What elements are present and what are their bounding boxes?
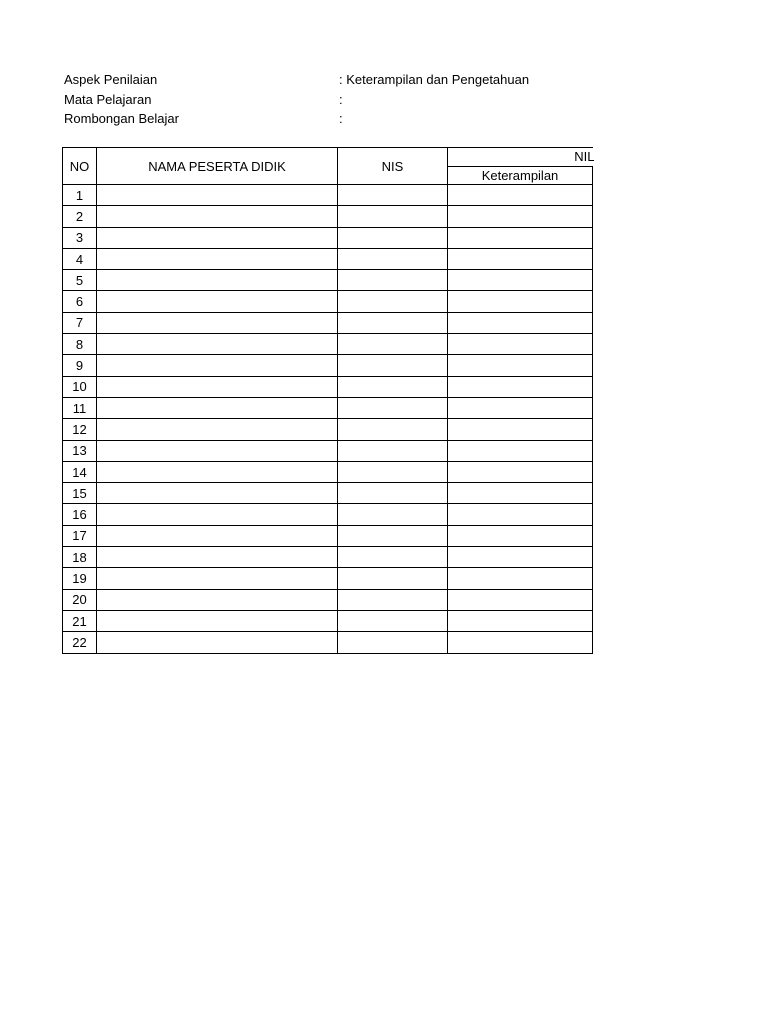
- row-number: 18: [63, 547, 97, 568]
- table-row: [63, 632, 593, 653]
- keterampilan-cell[interactable]: [448, 568, 593, 589]
- keterampilan-cell[interactable]: [448, 291, 593, 312]
- row-number: 5: [63, 270, 97, 291]
- meta-value: : Keterampilan dan Pengetahuan: [339, 72, 530, 87]
- keterampilan-cell[interactable]: [448, 461, 593, 482]
- row-number: 1: [63, 185, 97, 206]
- table-row: [63, 504, 593, 525]
- name-cell[interactable]: [97, 504, 338, 525]
- nis-cell[interactable]: [338, 525, 448, 546]
- nis-cell[interactable]: [338, 270, 448, 291]
- name-cell[interactable]: [97, 227, 338, 248]
- table-row: [63, 185, 593, 206]
- nis-cell[interactable]: [338, 419, 448, 440]
- table-row: [63, 248, 593, 269]
- nis-cell[interactable]: [338, 312, 448, 333]
- row-number: 15: [63, 483, 97, 504]
- meta-label: Rombongan Belajar: [64, 111, 179, 126]
- table-row: [63, 589, 593, 610]
- row-number: 12: [63, 419, 97, 440]
- name-cell[interactable]: [97, 483, 338, 504]
- table-row: [63, 440, 593, 461]
- name-cell[interactable]: [97, 248, 338, 269]
- nis-cell[interactable]: [338, 206, 448, 227]
- row-number: 13: [63, 440, 97, 461]
- row-number: 6: [63, 291, 97, 312]
- keterampilan-cell[interactable]: [448, 206, 593, 227]
- meta-row-aspek: [64, 70, 624, 90]
- nis-cell[interactable]: [338, 632, 448, 653]
- name-cell[interactable]: [97, 610, 338, 631]
- table-row: [63, 483, 593, 504]
- row-number: 3: [63, 227, 97, 248]
- name-cell[interactable]: [97, 185, 338, 206]
- table-row: [63, 312, 593, 333]
- row-number: 11: [63, 397, 97, 418]
- name-cell[interactable]: [97, 440, 338, 461]
- keterampilan-cell[interactable]: [448, 270, 593, 291]
- nis-cell[interactable]: [338, 461, 448, 482]
- header-keterampilan: Keterampilan: [448, 167, 593, 185]
- keterampilan-cell[interactable]: [448, 312, 593, 333]
- header-nis: NIS: [338, 148, 448, 185]
- name-cell[interactable]: [97, 461, 338, 482]
- row-number: 9: [63, 355, 97, 376]
- table-row: [63, 291, 593, 312]
- name-cell[interactable]: [97, 419, 338, 440]
- name-cell[interactable]: [97, 206, 338, 227]
- nis-cell[interactable]: [338, 568, 448, 589]
- name-cell[interactable]: [97, 376, 338, 397]
- nis-cell[interactable]: [338, 185, 448, 206]
- keterampilan-cell[interactable]: [448, 419, 593, 440]
- nis-cell[interactable]: [338, 355, 448, 376]
- name-cell[interactable]: [97, 270, 338, 291]
- name-cell[interactable]: [97, 547, 338, 568]
- table-row: [63, 397, 593, 418]
- row-number: 14: [63, 461, 97, 482]
- row-number: 8: [63, 334, 97, 355]
- row-number: 20: [63, 589, 97, 610]
- student-grade-table: [62, 147, 593, 654]
- keterampilan-cell[interactable]: [448, 525, 593, 546]
- table-row: [63, 610, 593, 631]
- header-no: NO: [63, 148, 97, 185]
- keterampilan-cell[interactable]: [448, 589, 593, 610]
- name-cell[interactable]: [97, 291, 338, 312]
- table-row: [63, 547, 593, 568]
- keterampilan-cell[interactable]: [448, 185, 593, 206]
- keterampilan-cell[interactable]: [448, 483, 593, 504]
- nis-cell[interactable]: [338, 397, 448, 418]
- row-number: 2: [63, 206, 97, 227]
- keterampilan-cell[interactable]: [448, 632, 593, 653]
- header-nilai-label: NIL: [574, 149, 595, 164]
- table-row: [63, 334, 593, 355]
- table-row: [63, 568, 593, 589]
- name-cell[interactable]: [97, 589, 338, 610]
- meta-value: :: [339, 111, 343, 126]
- keterampilan-cell[interactable]: [448, 334, 593, 355]
- meta-label: Mata Pelajaran: [64, 91, 152, 107]
- keterampilan-cell[interactable]: [448, 440, 593, 461]
- table-row: [63, 419, 593, 440]
- nis-cell[interactable]: [338, 376, 448, 397]
- table-row: [63, 206, 593, 227]
- keterampilan-cell[interactable]: [448, 504, 593, 525]
- row-number: 21: [63, 610, 97, 631]
- nis-cell[interactable]: [338, 291, 448, 312]
- name-cell[interactable]: [97, 397, 338, 418]
- keterampilan-cell[interactable]: [448, 355, 593, 376]
- row-number: 17: [63, 525, 97, 546]
- meta-label: Aspek Penilaian: [64, 72, 158, 87]
- keterampilan-cell[interactable]: [448, 248, 593, 269]
- table-row: [63, 376, 593, 397]
- table-body: [63, 185, 593, 654]
- nis-cell[interactable]: [338, 547, 448, 568]
- nis-cell[interactable]: [338, 248, 448, 269]
- name-cell[interactable]: [97, 525, 338, 546]
- keterampilan-cell[interactable]: [448, 397, 593, 418]
- keterampilan-cell[interactable]: [448, 376, 593, 397]
- table-row: [63, 461, 593, 482]
- header-nama: NAMA PESERTA DIDIK: [97, 148, 338, 185]
- nis-cell[interactable]: [338, 440, 448, 461]
- name-cell[interactable]: [97, 355, 338, 376]
- meta-row-rombel: [64, 109, 624, 129]
- table-row: [63, 227, 593, 248]
- header-nilai: [448, 148, 593, 167]
- assessment-info: [64, 70, 624, 129]
- nis-cell[interactable]: [338, 483, 448, 504]
- row-number: 4: [63, 248, 97, 269]
- keterampilan-cell[interactable]: [448, 610, 593, 631]
- table-row: [63, 525, 593, 546]
- name-cell[interactable]: [97, 632, 338, 653]
- name-cell[interactable]: [97, 334, 338, 355]
- row-number: 16: [63, 504, 97, 525]
- name-cell[interactable]: [97, 312, 338, 333]
- nis-cell[interactable]: [338, 589, 448, 610]
- table-row: [63, 355, 593, 376]
- meta-row-mapel: [64, 90, 624, 110]
- nis-cell[interactable]: [338, 504, 448, 525]
- nis-cell[interactable]: [338, 227, 448, 248]
- keterampilan-cell[interactable]: [448, 227, 593, 248]
- keterampilan-cell[interactable]: [448, 547, 593, 568]
- row-number: 19: [63, 568, 97, 589]
- name-cell[interactable]: [97, 568, 338, 589]
- row-number: 10: [63, 376, 97, 397]
- nis-cell[interactable]: [338, 610, 448, 631]
- row-number: 7: [63, 312, 97, 333]
- nis-cell[interactable]: [338, 334, 448, 355]
- meta-value: :: [339, 91, 343, 107]
- row-number: 22: [63, 632, 97, 653]
- table-row: [63, 270, 593, 291]
